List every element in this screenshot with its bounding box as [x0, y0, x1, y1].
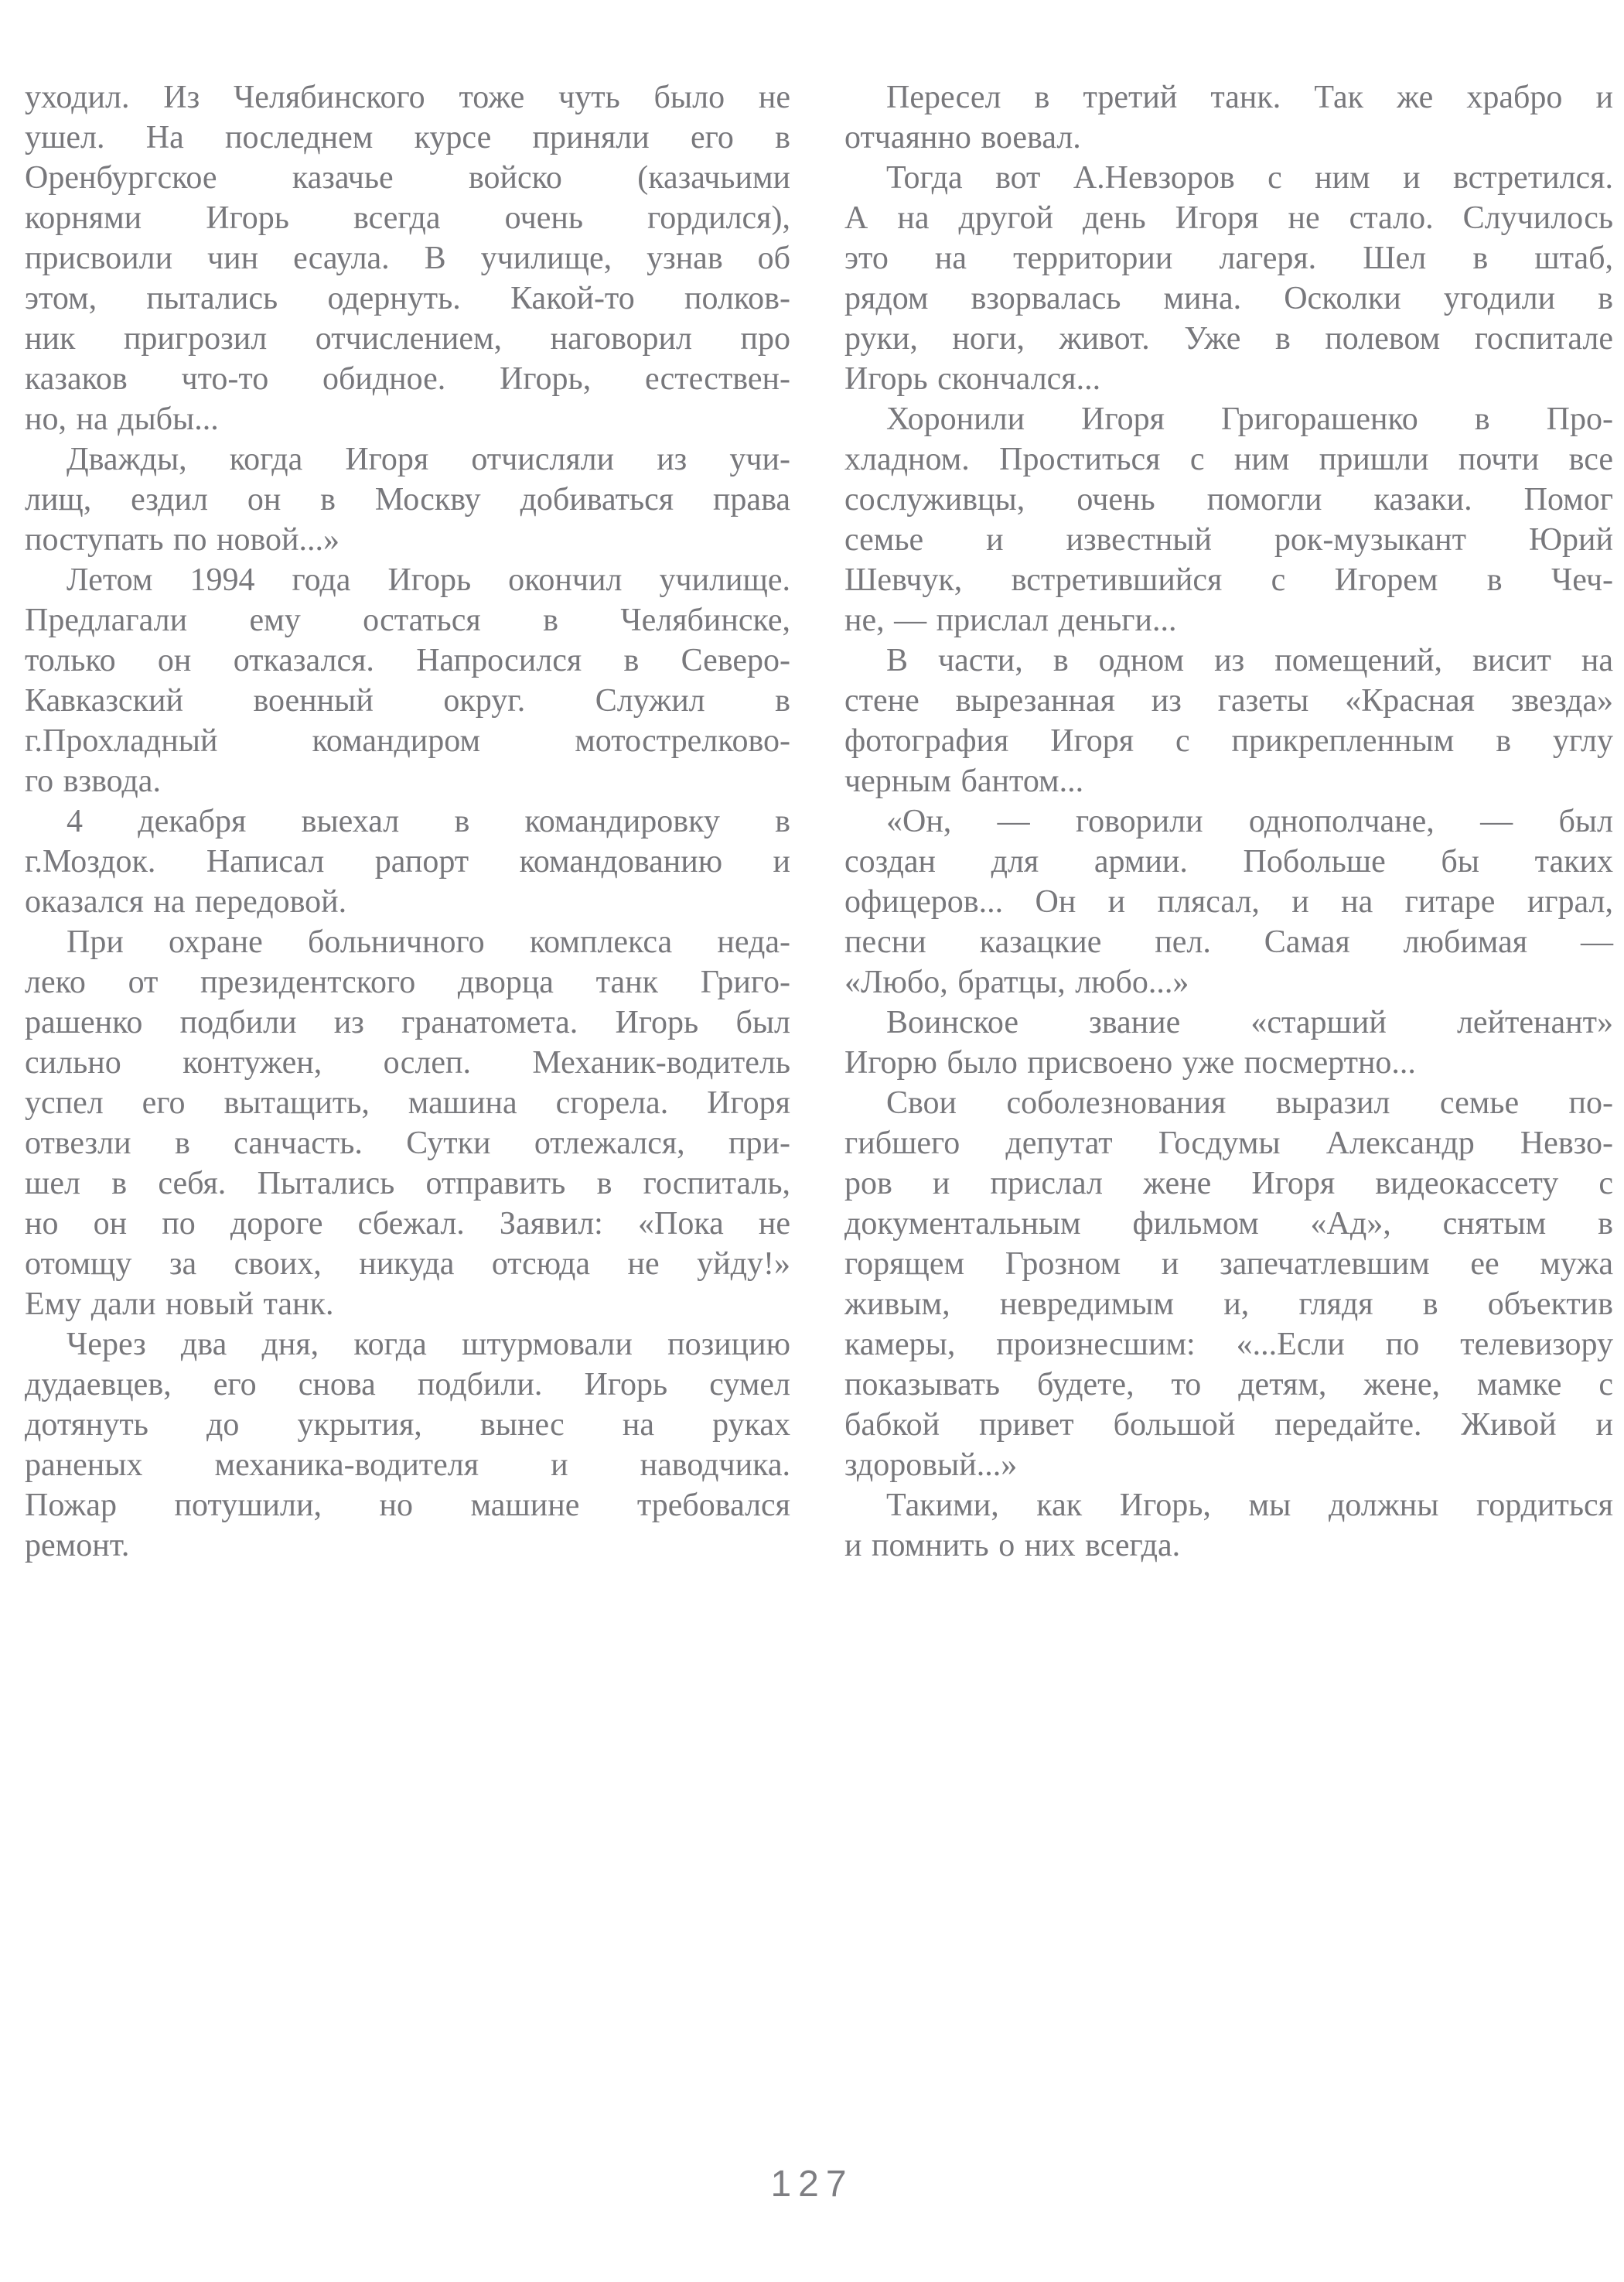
text-line: оказался на передовой.: [25, 884, 347, 920]
text-line: ник пригрозил отчислением, наговорил про: [25, 321, 790, 357]
text-line: дудаевцев, его снова подбили. Игорь сумел: [25, 1367, 790, 1402]
text-line: Кавказский военный округ. Служил в: [25, 683, 790, 719]
paragraph: [844, 641, 1613, 801]
text-line: показывать будете, то детям, жене, мамке с: [844, 1367, 1613, 1402]
paragraph: [25, 560, 790, 801]
paragraph: [25, 1324, 790, 1566]
text-line: камеры, произнесшим: «...Если по телевизору: [844, 1327, 1613, 1362]
text-line: г.Прохладный командиром мотострелково-: [25, 723, 790, 759]
text-line: 4 декабря выехал в командировку в: [67, 804, 790, 839]
text-line: живым, невредимым и, глядя в объектив: [844, 1286, 1613, 1322]
text-line: но он по дороге сбежал. Заявил: «Пока не: [25, 1206, 790, 1242]
text-line: поступать по новой...»: [25, 522, 339, 558]
text-line: сильно контужен, ослеп. Механик-водитель: [25, 1045, 790, 1081]
paragraph: [844, 1485, 1613, 1566]
text-line: казаков что-то обидное. Игорь, естествен-: [25, 361, 790, 397]
paragraph: [844, 1003, 1613, 1083]
text-line: черным бантом...: [844, 764, 1084, 799]
right-text-column: [844, 77, 1613, 1566]
text-line: Предлагали ему остаться в Челябинске,: [25, 603, 790, 638]
text-line: создан для армии. Побольше бы таких: [844, 844, 1613, 880]
text-line: рядом взорвалась мина. Осколки угодили в: [844, 281, 1613, 316]
text-line: фотография Игоря с прикрепленным в углу: [844, 723, 1613, 759]
text-line: Ему дали новый танк.: [25, 1286, 334, 1322]
text-line: дотянуть до укрытия, вынес на руках: [25, 1407, 790, 1443]
paragraph: [25, 801, 790, 922]
text-line: стене вырезанная из газеты «Красная звезда»: [844, 683, 1613, 719]
text-line: ушел. На последнем курсе приняли его в: [25, 120, 790, 155]
text-line: документальным фильмом «Ад», снятым в: [844, 1206, 1613, 1242]
text-line: Летом 1994 года Игорь окончил училище.: [67, 562, 790, 598]
text-line: офицеров... Он и плясал, и на гитаре играл,: [844, 884, 1613, 920]
text-line: Игорь скончался...: [844, 361, 1101, 397]
text-line: песни казацкие пел. Самая любимая —: [844, 924, 1613, 960]
text-line: бабкой привет большой передайте. Живой и: [844, 1407, 1613, 1443]
text-line: «Любо, братцы, любо...»: [844, 965, 1189, 1000]
text-line: здоровый...»: [844, 1447, 1018, 1483]
paragraph: [25, 77, 790, 439]
text-line: шел в себя. Пытались отправить в госпиталь,: [25, 1166, 790, 1201]
text-line: Через два дня, когда штурмовали позицию: [67, 1327, 790, 1362]
paragraph: [844, 1083, 1613, 1485]
text-line: го взвода.: [25, 764, 161, 799]
text-line: хладном. Проститься с ним пришли почти все: [844, 442, 1613, 477]
text-line: А на другой день Игоря не стало. Случилось: [844, 200, 1613, 236]
text-line: Тогда вот А.Невзоров с ним и встретился.: [886, 160, 1613, 196]
text-line: ров и прислал жене Игоря видеокассету с: [844, 1166, 1613, 1201]
text-line: Пожар потушили, но машине требовался: [25, 1488, 790, 1523]
text-line: корнями Игорь всегда очень гордился),: [25, 200, 790, 236]
text-line: При охране больничного комплекса неда-: [67, 924, 790, 960]
text-line: успел его вытащить, машина сгорела. Игоря: [25, 1085, 790, 1121]
paragraph: [844, 77, 1613, 158]
text-line: В части, в одном из помещений, висит на: [886, 643, 1613, 678]
text-line: Игорю было присвоено уже посмертно...: [844, 1045, 1416, 1081]
text-line: отвезли в санчасть. Сутки отлежался, при-: [25, 1126, 790, 1161]
text-line: лищ, ездил он в Москву добиваться права: [25, 482, 790, 518]
text-line: только он отказался. Напросился в Северо-: [25, 643, 790, 678]
text-line: присвоили чин есаула. В училище, узнав об: [25, 241, 790, 276]
text-line: сослуживцы, очень помогли казаки. Помог: [844, 482, 1613, 518]
left-text-column: [25, 77, 790, 1566]
text-line: уходил. Из Челябинского тоже чуть было не: [25, 80, 790, 115]
text-line: и помнить о них всегда.: [844, 1528, 1181, 1563]
text-line: Свои соболезнования выразил семье по-: [886, 1085, 1613, 1121]
text-line: ремонт.: [25, 1528, 130, 1563]
text-line: руки, ноги, живот. Уже в полевом госпитале: [844, 321, 1613, 357]
text-line: Воинское звание «старший лейтенант»: [886, 1005, 1613, 1040]
text-line: леко от президентского дворца танк Григо-: [25, 965, 790, 1000]
text-line: отомщу за своих, никуда отсюда не уйду!»: [25, 1246, 790, 1282]
paragraph: [844, 399, 1613, 641]
text-line: семье и известный рок-музыкант Юрий: [844, 522, 1613, 558]
text-line: Хоронили Игоря Григорашенко в Про-: [886, 401, 1613, 437]
text-line: но, на дыбы...: [25, 401, 219, 437]
text-line: горящем Грозном и запечатлевшим ее мужа: [844, 1246, 1613, 1282]
text-line: г.Моздок. Написал рапорт командованию и: [25, 844, 790, 880]
text-line: раненых механика-водителя и наводчика.: [25, 1447, 790, 1483]
page-number: 127: [770, 2164, 854, 2205]
paragraph: [25, 922, 790, 1324]
text-line: этом, пытались одернуть. Какой-то полков-: [25, 281, 790, 316]
text-line: это на территории лагеря. Шел в штаб,: [844, 241, 1613, 276]
paragraph: [844, 158, 1613, 399]
text-line: Такими, как Игорь, мы должны гордиться: [886, 1488, 1613, 1523]
text-line: отчаянно воевал.: [844, 120, 1081, 155]
text-line: рашенко подбили из гранатомета. Игорь был: [25, 1005, 790, 1040]
text-line: Пересел в третий танк. Так же храбро и: [886, 80, 1613, 115]
paragraph: [25, 439, 790, 560]
text-line: Дважды, когда Игоря отчисляли из учи-: [67, 442, 790, 477]
text-line: Оренбургское казачье войско (казачьими: [25, 160, 790, 196]
text-line: не, — прислал деньги...: [844, 603, 1177, 638]
text-line: «Он, — говорили однополчане, — был: [886, 804, 1613, 839]
text-line: гибшего депутат Госдумы Александр Невзо-: [844, 1126, 1613, 1161]
paragraph: [844, 801, 1613, 1003]
text-line: Шевчук, встретившийся с Игорем в Чеч-: [844, 562, 1613, 598]
